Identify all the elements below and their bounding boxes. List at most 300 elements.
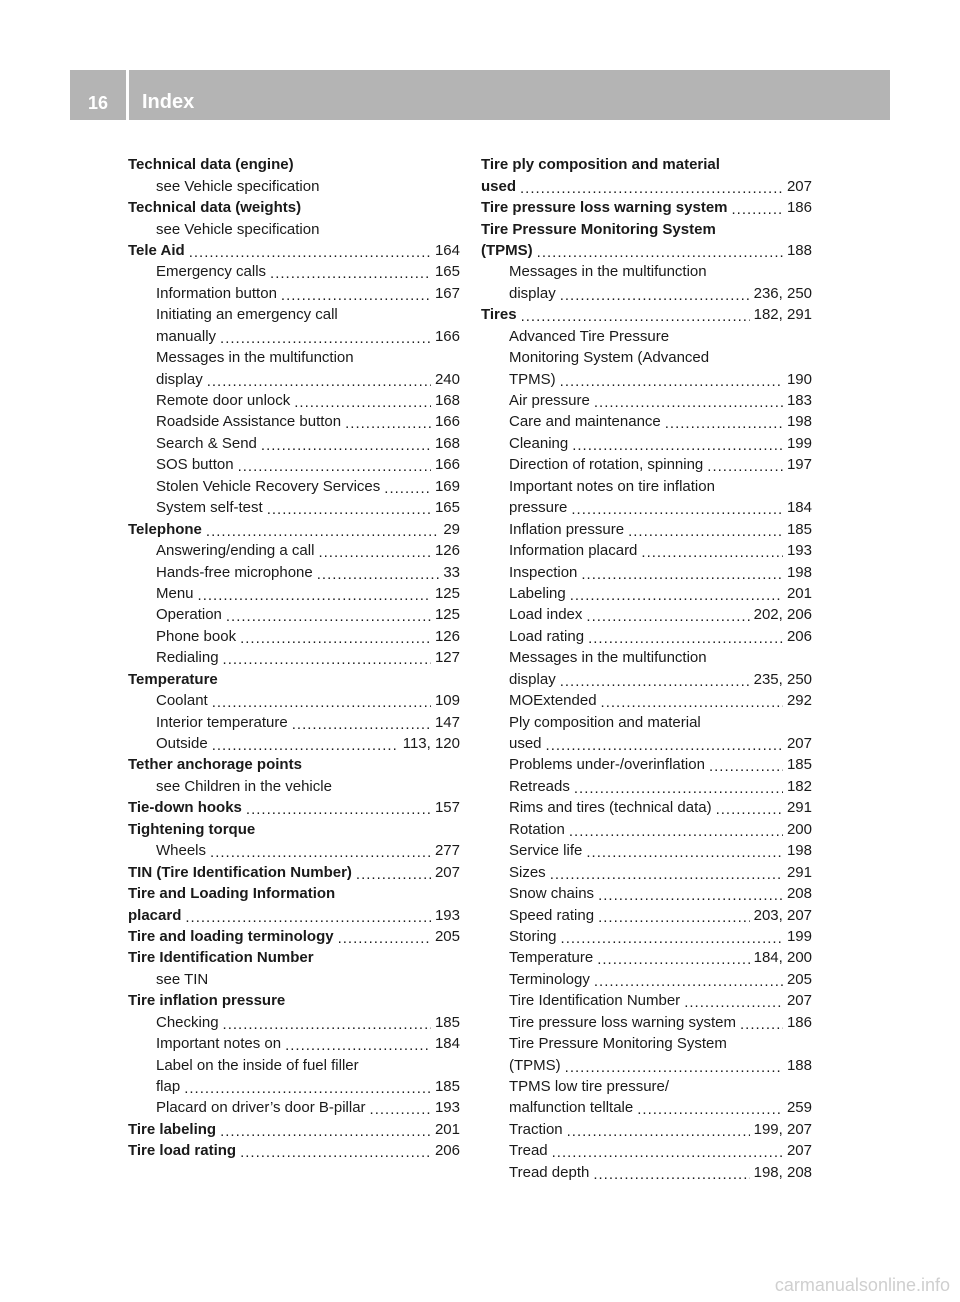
entry-text: see Children in the vehicle (156, 777, 332, 795)
entry-text: Rims and tires (technical data) (509, 799, 712, 817)
page-reference: 207 (786, 735, 812, 753)
page-reference: 166 (434, 413, 460, 431)
page-reference: 199, 207 (753, 1120, 812, 1138)
index-subentry (128, 604, 460, 625)
index-subentry (481, 368, 812, 389)
dot-leader (356, 866, 431, 881)
entry-text: Stolen Vehicle Recovery Services (156, 477, 381, 495)
index-entry (481, 197, 812, 218)
page-reference: 166 (434, 327, 460, 345)
page-reference: 201 (434, 1120, 460, 1138)
index-subentry (128, 561, 460, 582)
index-subentry (481, 1119, 812, 1140)
index-subentry (128, 347, 460, 368)
entry-text: Tire Identification Number (509, 992, 681, 1010)
entry-text: Load rating (509, 627, 585, 645)
page-reference: 198, 208 (753, 1163, 812, 1181)
entry-text: Tire pressure loss warning system (481, 199, 728, 217)
index-subentry (481, 347, 812, 368)
index-subentry (481, 1140, 812, 1161)
index-column-left (128, 154, 460, 1162)
dot-leader (570, 587, 783, 602)
entry-text: Traction (509, 1120, 563, 1138)
page-reference: 185 (434, 1078, 460, 1096)
page-reference: 292 (786, 692, 812, 710)
page-reference: 169 (434, 477, 460, 495)
entry-text: Tire inflation pressure (128, 992, 286, 1010)
entry-text: Label on the inside of fuel filler (156, 1056, 359, 1074)
dot-leader (567, 1123, 750, 1138)
index-subentry (128, 969, 460, 990)
page-reference: 165 (434, 263, 460, 281)
entry-text: Outside (156, 735, 208, 753)
index-subentry (481, 583, 812, 604)
entry-text: display (509, 284, 556, 302)
index-subentry (128, 476, 460, 497)
entry-text: Tire load rating (128, 1142, 237, 1160)
entry-text: Tether anchorage points (128, 756, 302, 774)
dot-leader (601, 694, 783, 709)
page-reference: 208 (786, 885, 812, 903)
dot-leader (246, 801, 431, 816)
index-subentry (481, 1012, 812, 1033)
index-subentry (128, 776, 460, 797)
header-divider (126, 70, 129, 120)
dot-leader (593, 1166, 749, 1181)
page-reference: 125 (434, 584, 460, 602)
entry-text: Terminology (509, 970, 590, 988)
page-reference: 236, 250 (753, 284, 812, 302)
page-reference: 193 (786, 542, 812, 560)
entry-text: Messages in the multifunction (509, 649, 707, 667)
dot-leader (220, 330, 431, 345)
index-subentry (481, 776, 812, 797)
dot-leader (267, 501, 431, 516)
entry-text: flap (156, 1078, 181, 1096)
entry-text: SOS button (156, 456, 234, 474)
dot-leader (560, 373, 783, 388)
index-subentry (481, 411, 812, 432)
entry-text: Redialing (156, 649, 219, 667)
entry-text: Load index (509, 606, 583, 624)
page-reference: 188 (786, 241, 812, 259)
entry-text: Checking (156, 1013, 219, 1031)
entry-text: Search & Send (156, 434, 257, 452)
index-subentry (128, 733, 460, 754)
page-reference: 205 (786, 970, 812, 988)
entry-text: Interior temperature (156, 713, 288, 731)
watermark: carmanualsonline.info (774, 1275, 950, 1295)
entry-text: Tire and loading terminology (128, 927, 334, 945)
index-subentry (481, 690, 812, 711)
entry-text: Tire labeling (128, 1120, 217, 1138)
dot-leader (565, 1059, 783, 1074)
entry-text: (TPMS) (481, 241, 533, 259)
dot-leader (581, 566, 783, 581)
dot-leader (226, 608, 431, 623)
entry-text: see TIN (156, 970, 209, 988)
page-reference: 184 (786, 499, 812, 517)
index-subentry (128, 326, 460, 347)
page-header (70, 70, 890, 120)
index-subentry (481, 904, 812, 925)
index-entry (128, 197, 460, 218)
entry-text: Menu (156, 584, 194, 602)
page-reference: 113, 120 (402, 735, 460, 753)
entry-text: Tire pressure loss warning system (509, 1013, 737, 1031)
entry-text: Storing (509, 927, 557, 945)
page-reference: 203, 207 (753, 906, 812, 924)
entry-text: Tire ply composition and material (481, 156, 720, 174)
index-entry (481, 154, 812, 175)
index-entry (481, 175, 812, 196)
page-reference: 207 (434, 863, 460, 881)
entry-text: Emergency calls (156, 263, 267, 281)
entry-text: TIN (Tire Identification Number) (128, 863, 352, 881)
index-subentry (481, 326, 812, 347)
index-subentry (481, 754, 812, 775)
entry-text: see Vehicle specification (156, 220, 320, 238)
page-reference: 193 (434, 906, 460, 924)
page-reference: 184 (434, 1035, 460, 1053)
dot-leader (294, 394, 431, 409)
index-subentry (128, 497, 460, 518)
dot-leader (586, 844, 783, 859)
entry-text: Coolant (156, 692, 208, 710)
page-reference: 126 (434, 627, 460, 645)
index-subentry (481, 990, 812, 1011)
page-reference: 184, 200 (753, 949, 812, 967)
dot-leader (597, 951, 749, 966)
dot-leader (317, 566, 440, 581)
index-entry (481, 240, 812, 261)
entry-text: Tightening torque (128, 820, 256, 838)
page-reference: 168 (434, 434, 460, 452)
entry-text: Tire and Loading Information (128, 885, 336, 903)
index-subentry (481, 711, 812, 732)
index-subentry (128, 454, 460, 475)
dot-leader (561, 930, 783, 945)
entry-text: Initiating an emergency call (156, 306, 338, 324)
page-reference: 202, 206 (753, 606, 812, 624)
index-subentry (128, 540, 460, 561)
entry-text: Labeling (509, 584, 566, 602)
index-entry (128, 883, 460, 904)
dot-leader (574, 780, 783, 795)
index-subentry (128, 261, 460, 282)
page-reference: 125 (434, 606, 460, 624)
entry-text: Speed rating (509, 906, 595, 924)
page-reference: 167 (434, 284, 460, 302)
entry-text: Tires (481, 306, 517, 324)
entry-text: Service life (509, 842, 583, 860)
entry-text: (TPMS) (509, 1056, 561, 1074)
dot-leader (598, 887, 783, 902)
index-subentry (481, 1054, 812, 1075)
index-subentry (128, 368, 460, 389)
dot-leader (716, 801, 783, 816)
index-subentry (481, 1033, 812, 1054)
entry-text: Important notes on tire inflation (509, 477, 715, 495)
dot-leader (206, 523, 439, 538)
page-reference: 182, 291 (753, 306, 812, 324)
index-subentry (128, 840, 460, 861)
page-reference: 199 (786, 434, 812, 452)
page-reference: 127 (434, 649, 460, 667)
index-subentry (128, 304, 460, 325)
index-subentry (481, 647, 812, 668)
entry-text: manually (156, 327, 217, 345)
index-subentry (128, 711, 460, 732)
entry-text: Messages in the multifunction (509, 263, 707, 281)
dot-leader (684, 994, 783, 1009)
entry-text: Placard on driver’s door B-pillar (156, 1099, 366, 1117)
dot-leader (709, 758, 783, 773)
dot-leader (292, 716, 431, 731)
page-reference: 198 (786, 842, 812, 860)
index-column-right (481, 154, 812, 1183)
entry-text: Roadside Assistance button (156, 413, 342, 431)
index-subentry (481, 626, 812, 647)
index-subentry (481, 454, 812, 475)
entry-text: Tire Pressure Monitoring System (509, 1035, 727, 1053)
dot-leader (345, 415, 431, 430)
index-entry (128, 926, 460, 947)
index-subentry (481, 518, 812, 539)
index-entry (128, 669, 460, 690)
index-subentry (128, 390, 460, 411)
index-subentry (481, 947, 812, 968)
dot-leader (594, 394, 783, 409)
dot-leader (338, 930, 431, 945)
page-reference: 188 (786, 1056, 812, 1074)
dot-leader (223, 651, 431, 666)
entry-text: Advanced Tire Pressure (509, 327, 670, 345)
dot-leader (223, 1016, 431, 1031)
dot-leader (212, 694, 431, 709)
index-subentry (481, 540, 812, 561)
page-reference: 291 (786, 799, 812, 817)
section-title: Index (142, 91, 195, 113)
entry-text: Phone book (156, 627, 237, 645)
dot-leader (594, 973, 783, 988)
page-reference: 126 (434, 542, 460, 560)
page-reference: 109 (434, 692, 460, 710)
page-reference: 291 (786, 863, 812, 881)
dot-leader (220, 1123, 431, 1138)
dot-leader (550, 866, 783, 881)
index-subentry (481, 861, 812, 882)
dot-leader (641, 544, 783, 559)
index-subentry (481, 669, 812, 690)
index-entry (128, 154, 460, 175)
index-entry (128, 1140, 460, 1161)
dot-leader (198, 587, 431, 602)
dot-leader (569, 823, 783, 838)
index-subentry (481, 1076, 812, 1097)
index-subentry (128, 433, 460, 454)
entry-text: System self-test (156, 499, 263, 517)
index-subentry (128, 626, 460, 647)
entry-text: Snow chains (509, 885, 595, 903)
index-entry (128, 240, 460, 261)
dot-leader (240, 630, 431, 645)
entry-text: TPMS) (509, 370, 556, 388)
dot-leader (637, 1101, 783, 1116)
entry-text: Important notes on (156, 1035, 282, 1053)
dot-leader (707, 458, 783, 473)
page-reference: 182 (786, 777, 812, 795)
index-subentry (128, 1054, 460, 1075)
entry-text: Tread (509, 1142, 548, 1160)
dot-leader (240, 1144, 431, 1159)
page-reference: 190 (786, 370, 812, 388)
entry-text: Wheels (156, 842, 207, 860)
dot-leader (598, 909, 750, 924)
entry-text: Hands-free microphone (156, 563, 313, 581)
page-reference: 240 (434, 370, 460, 388)
index-entry (128, 990, 460, 1011)
dot-leader (210, 844, 431, 859)
index-entry (481, 304, 812, 325)
dot-leader (560, 287, 750, 302)
index-entry (128, 754, 460, 775)
index-subentry (481, 390, 812, 411)
index-subentry (481, 283, 812, 304)
index-subentry (128, 583, 460, 604)
dot-leader (318, 544, 431, 559)
index-entry (128, 819, 460, 840)
page-reference: 201 (786, 584, 812, 602)
index-subentry (128, 1012, 460, 1033)
dot-leader (185, 909, 431, 924)
entry-text: Remote door unlock (156, 392, 291, 410)
page-reference: 235, 250 (753, 670, 812, 688)
index-subentry (481, 497, 812, 518)
entry-text: Temperature (509, 949, 594, 967)
index-entry (128, 797, 460, 818)
dot-leader (261, 437, 431, 452)
entry-text: Tire Pressure Monitoring System (481, 220, 716, 238)
index-subentry (128, 647, 460, 668)
page-reference: 207 (786, 992, 812, 1010)
entry-text: MOExtended (509, 692, 597, 710)
entry-text: Inflation pressure (509, 520, 625, 538)
dot-leader (184, 1080, 431, 1095)
index-entry (128, 861, 460, 882)
index-subentry (481, 476, 812, 497)
index-subentry (481, 561, 812, 582)
index-subentry (481, 883, 812, 904)
entry-text: Tread depth (509, 1163, 590, 1181)
entry-text: Information placard (509, 542, 638, 560)
index-subentry (481, 1162, 812, 1183)
entry-text: Cleaning (509, 434, 569, 452)
entry-text: Technical data (weights) (128, 199, 302, 217)
page-reference: 183 (786, 392, 812, 410)
entry-text: Temperature (128, 670, 218, 688)
dot-leader (370, 1101, 431, 1116)
index-subentry (128, 411, 460, 432)
page-reference: 168 (434, 392, 460, 410)
page-reference: 164 (434, 241, 460, 259)
entry-text: Tele Aid (128, 241, 185, 259)
index-subentry (481, 1097, 812, 1118)
page-reference: 185 (786, 520, 812, 538)
entry-text: Answering/ending a call (156, 542, 315, 560)
entry-text: pressure (509, 499, 568, 517)
entry-text: Care and maintenance (509, 413, 661, 431)
dot-leader (384, 480, 431, 495)
dot-leader (665, 415, 783, 430)
page-reference: 33 (443, 563, 460, 581)
index-entry (128, 904, 460, 925)
dot-leader (281, 287, 431, 302)
dot-leader (732, 201, 783, 216)
page-reference: 193 (434, 1099, 460, 1117)
page-reference: 259 (786, 1099, 812, 1117)
index-subentry (481, 433, 812, 454)
index-entry (481, 218, 812, 239)
entry-text: placard (128, 906, 182, 924)
page-reference: 197 (786, 456, 812, 474)
page-reference: 165 (434, 499, 460, 517)
page-reference: 186 (786, 1013, 812, 1031)
dot-leader (285, 1037, 431, 1052)
entry-text: Telephone (128, 520, 202, 538)
index-subentry (128, 175, 460, 196)
dot-leader (586, 608, 749, 623)
index-subentry (128, 1097, 460, 1118)
entry-text: Ply composition and material (509, 713, 701, 731)
page-reference: 207 (786, 1142, 812, 1160)
page-reference: 198 (786, 413, 812, 431)
page-reference: 186 (786, 199, 812, 217)
dot-leader (740, 1016, 783, 1031)
page-reference: 147 (434, 713, 460, 731)
entry-text: display (509, 670, 556, 688)
page-reference: 166 (434, 456, 460, 474)
dot-leader (546, 737, 783, 752)
page-reference: 277 (434, 842, 460, 860)
entry-text: Retreads (509, 777, 570, 795)
entry-text: Tire Identification Number (128, 949, 314, 967)
dot-leader (270, 265, 431, 280)
entry-text: TPMS low tire pressure/ (509, 1078, 670, 1096)
index-subentry (481, 926, 812, 947)
entry-text: see Vehicle specification (156, 177, 320, 195)
page-reference: 29 (443, 520, 460, 538)
page-reference: 206 (434, 1142, 460, 1160)
page-reference: 207 (786, 177, 812, 195)
dot-leader (520, 180, 783, 195)
page-number: 16 (87, 93, 109, 113)
entry-text: Direction of rotation, spinning (509, 456, 704, 474)
dot-leader (207, 373, 431, 388)
index-entry (128, 947, 460, 968)
page-reference: 185 (434, 1013, 460, 1031)
index-subentry (128, 283, 460, 304)
dot-leader (588, 630, 783, 645)
index-subentry (128, 218, 460, 239)
entry-text: Problems under-/overinflation (509, 756, 705, 774)
entry-text: Information button (156, 284, 277, 302)
index-subentry (128, 1033, 460, 1054)
entry-text: used (509, 735, 542, 753)
entry-text: Sizes (509, 863, 546, 881)
dot-leader (571, 501, 783, 516)
entry-text: display (156, 370, 203, 388)
